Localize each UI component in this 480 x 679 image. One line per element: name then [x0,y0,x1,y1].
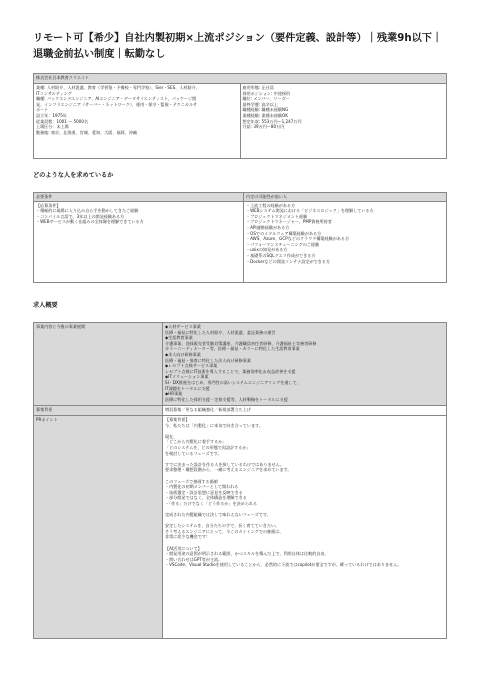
text-line: 月給: 39万円～80万円 [242,124,285,130]
text-line: ・API連携経験がある方 [246,224,290,230]
text-line: 【AI活用について】 [165,545,202,551]
text-line: ポート [36,107,49,113]
text-line: 【応募条件】 [36,202,61,208]
text-line: 設立年：1975年 [36,112,67,118]
text-line: ・WEBサービスが動く仕組みの全体像を理解できている方 [36,219,144,225]
text-line: ◆人材サービス事業 [165,324,201,329]
overview-value-business [163,323,447,406]
text-line: 【募集背景】 [165,417,190,422]
must-header: 必要条件 [34,193,244,202]
text-line: ・unixの知見がある方 [246,247,288,253]
text-line: 今、私たちは「内製化」に本気で向き合っています。 [165,422,263,428]
text-line: 増員募集／更なる組織強化／新規部署立ち上げ [165,407,251,412]
text-line: 非常に希少な機会です！ [165,534,211,540]
text-line: カラーコーディネーター等、医療・福祉・カラーに特化した生涯教育事業 [165,346,300,352]
text-line: 発、インフラエンジニア（サーバー・ネットワーク）、運用・保守・監視・テクニカルサ [36,101,198,107]
overview-value-background [163,406,447,416]
text-line: 「どのシステムを、どの形態で再設計するか」 [165,444,251,450]
text-line: そう考えるエンジニアにとって、今このタイミングでの参画は、 [165,528,284,534]
text-line: ・WEBシステム開発における「ビジネスロジック」を理解している方 [246,208,374,214]
text-line: ・VSCode、Visual Studioを使用していることから、必然的に下流ではcopilotが重宝ですが、縛っているわけではありません。 [165,562,402,568]
text-line: ・プロジェクトマネージャー、PMP資格所持者 [246,219,332,225]
text-line: ・パフォーマンスチューニングのご経験 [246,241,320,247]
text-line: ・OSでのミドルウェア構築経験がある方 [246,230,322,236]
text-line: ◆HR事業 [165,391,183,397]
text-line: このフェーズで参画する価値 [165,478,218,484]
company-info-table [33,73,447,159]
requirements-table [33,192,447,283]
text-line: ・技術選定・設計思想に意見を反映できる [165,489,243,495]
text-line: 職位: メンバー、リーダー [242,96,290,102]
text-line: 最終学歴: 高卒以上 [242,101,278,107]
text-line: 要求整理・構想段階から、一緒に考えるエンジニアを求めています。 [165,467,292,473]
text-line: ◆レセプト点検サービス事業 [165,363,218,369]
text-line: IT課題をトータルに支援 [165,385,210,391]
text-line: 上場区分：未上場 [36,124,69,130]
text-line: ・積極的に現場に入り込み自ら手を動かしてきたご経験 [36,208,139,214]
text-line: 現在、 [165,433,178,439]
text-line: ・コンパイル言語で、3年以上の開発経験ある方 [36,213,125,219]
text-line: すでに決まった設計を作る人を探しているわけではありません。 [165,461,285,467]
job-title: リモート可【希少】自社内製初期×上流ポジション（要件定義、設計等）｜残業9h以下｜退職金前払い制度｜転勤なし [33,33,443,60]
text-line: ・「作る」だけでなく「どう作るか」を決められる [165,500,258,506]
text-line: を検討しているフェーズです。 [165,450,222,456]
employment-details [240,84,447,159]
company-name: 株式会社日本教育クリエイト [34,74,447,84]
text-line: 完成された内製組織では決して味わえないフェーズです。 [165,512,271,518]
text-line: 雇用形態: 正社員 [242,85,274,90]
overview-label-background: 募集背景 [34,406,163,416]
text-line: 「どこから内製化に着手するか」 [165,439,227,445]
overview-label-pr: PRポイント [34,416,163,639]
text-line: 職種経験: 職種未経験NG [242,107,289,113]
text-line: ◆求人向け研修事業 [165,351,201,357]
text-line: 勤務地: 東京、北海道、宮城、愛知、大阪、福岡、沖縄 [36,129,137,135]
section-heading-people: どのような人を求めているか [33,172,114,179]
preferred-requirements [244,201,447,282]
section-heading-overview: 求人概要 [33,302,58,309]
company-details [34,84,241,159]
text-line: 医療に特化した採用支援・定着支援等、人材戦略をトータルに支援 [165,396,288,402]
text-line: ・AWS、Azure、GCPなどのクラウド構築経験がある方 [246,236,350,242]
text-line: 介護事業、登録販売者受験対策講座、介護職員初任者研修、介護福祉士実務者研修 [165,340,317,346]
text-line: ・基礎系のSQLクエリ作成ができる方 [246,252,316,258]
text-line: レセプト点検にIT技術を導入することで、業務効率化＆収益改善を支援 [165,368,296,374]
overview-value-pr [163,416,447,639]
overview-table [33,322,447,639]
text-line: SI・DX推進をはじめ、専門性の高いシステムエンジニアリングを通して、 [165,379,301,385]
text-line: ・上流工程の経験がある方 [246,202,296,208]
text-line: ITコンサルティング [36,90,72,96]
text-line: ◆生涯教育事業 [165,335,193,341]
text-line: ・内製化の初期メンバーとして関われる [165,484,239,490]
text-line: ・Dockerなどの開発コンテナ設定ができる方 [246,258,330,264]
text-line: ・部分開発ではなく、全体構造を理解できる [165,495,247,501]
text-line: 業種: 人材紹介、人材派遣、教育（学習塾・予備校・専門学校）、Sier・SES、人材紹介、 [36,85,200,90]
text-line: 業種経験: 業種未経験OK [242,112,288,118]
text-line: ・問い合わせはGPT等が主流。 [165,556,223,562]
text-line: 安定したシステムを、自分たちの手で、長く育てていきたい。 [165,523,280,529]
text-line: 医療・福祉に特化した人材紹介、人材派遣、委託業務の運営 [165,329,276,335]
text-line: 職種: バックエンドエンジニア、AIエンジニア・データサイエンティスト、パッケージ開 [36,96,197,102]
must-requirements [34,201,244,282]
text-line: ◆ITソリューション事業 [165,374,209,380]
text-line: 採用ポジション: 中途採用 [242,90,291,96]
text-line: ・開発用途の意図が明示される範囲、かつスキルを積んだ上で、利用自体は比較的自由。 [165,551,329,557]
want-header: 内定の可能性が高い人 [244,193,447,202]
text-line: ・プロジェクトマネジメント経験 [246,213,308,219]
text-line: 従業員数：1001 ～ 5000名 [36,118,89,124]
overview-label-business: 事業内容と今後の事業展開 [34,323,163,406]
text-line: 医療・福祉・保育に特化した法人向け研修事業 [165,357,251,363]
text-line: 想定年収: 553万円～1,247万円 [242,118,302,124]
